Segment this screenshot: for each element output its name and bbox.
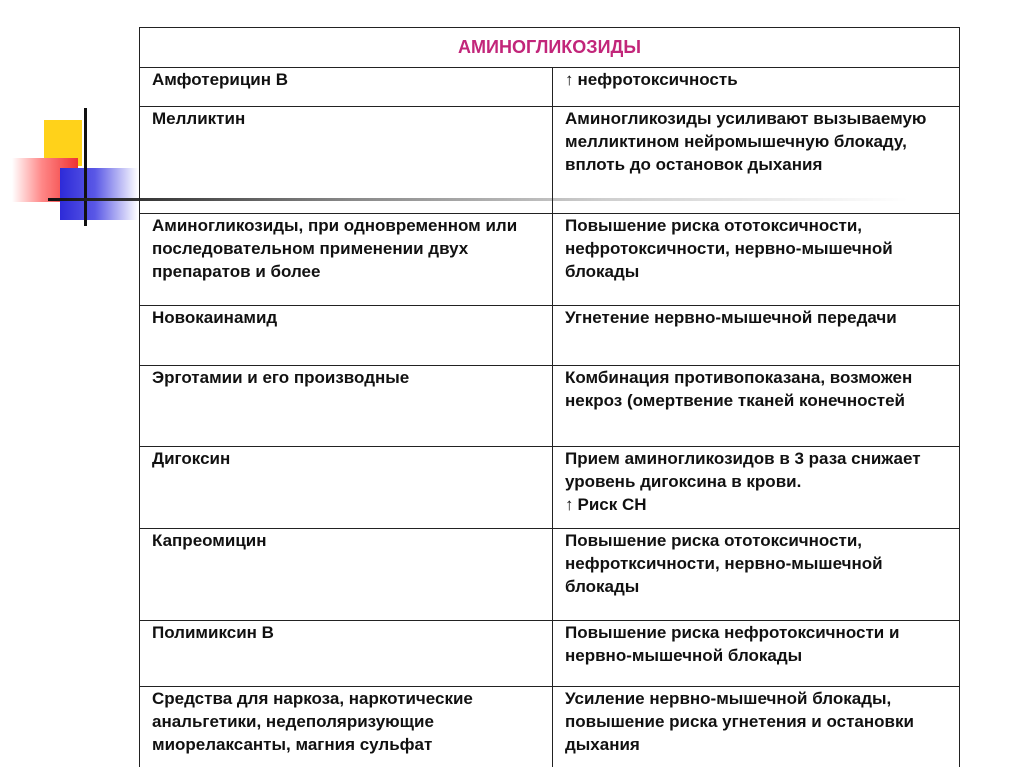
table-row xyxy=(140,68,960,107)
drug-cell: Капреомицин xyxy=(140,529,553,621)
table-row xyxy=(140,306,960,366)
table-row xyxy=(140,214,960,306)
decor-vertical-line xyxy=(84,108,87,226)
table-row xyxy=(140,529,960,621)
effect-cell: Комбинация противопоказана, возможен некроз (омертвение тканей конечностей xyxy=(553,366,960,447)
drug-cell: Дигоксин xyxy=(140,447,553,529)
drug-cell: Полимиксин В xyxy=(140,621,553,687)
arrow-up-icon: ↑ xyxy=(565,495,574,514)
effect-cell: Повышение риска ототоксичности, нефротоксичности, нервно-мышечной блокады xyxy=(553,214,960,306)
effect-cell: Усиление нервно-мышечной блокады, повышение риска угнетения и остановки дыхания xyxy=(553,687,960,767)
table-title: АМИНОГЛИКОЗИДЫ xyxy=(140,28,960,68)
interactions-table xyxy=(139,27,960,767)
drug-cell: Аминогликозиды, при одновременном или последовательном применении двух препаратов и более xyxy=(140,214,553,306)
effect-cell: Аминогликозиды усиливают вызываемую мелликтином нейромышечную блокаду, вплоть до остановок дыхания xyxy=(553,107,960,214)
effect-cell: Угнетение нервно-мышечной передачи xyxy=(553,306,960,366)
drug-cell: Новокаинамид xyxy=(140,306,553,366)
table-row xyxy=(140,447,960,529)
drug-cell: Эрготамии и его производные xyxy=(140,366,553,447)
effect-cell: Повышение риска нефротоксичности и нервно-мышечной блокады xyxy=(553,621,960,687)
table-row xyxy=(140,621,960,687)
drug-cell: Средства для наркоза, наркотические анальгетики, недеполяризующие миорелаксанты, магния сульфат xyxy=(140,687,553,767)
decor-blue-gradient xyxy=(60,168,138,220)
effect-cell: Повышение риска ототоксичности, нефротксичности, нервно-мышечной блокады xyxy=(553,529,960,621)
table-header-row xyxy=(140,28,960,68)
drug-cell: Амфотерицин В xyxy=(140,68,553,107)
effect-text: нефротоксичность xyxy=(577,70,738,89)
effect-extra-text: Риск СН xyxy=(577,495,647,514)
table-row xyxy=(140,366,960,447)
drug-cell: Мелликтин xyxy=(140,107,553,214)
effect-cell xyxy=(553,447,960,529)
effect-cell xyxy=(553,68,960,107)
table-row xyxy=(140,687,960,767)
arrow-up-icon: ↑ xyxy=(565,70,574,89)
table-row xyxy=(140,107,960,214)
effect-text: Прием аминогликозидов в 3 раза снижает уровень дигоксина в крови. xyxy=(565,449,921,491)
